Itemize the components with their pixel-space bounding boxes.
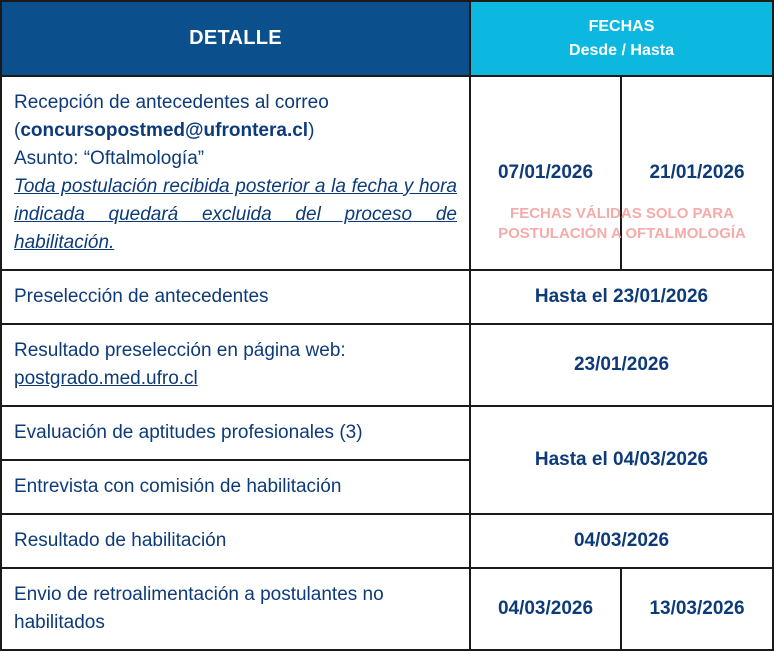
table-row	[1, 514, 773, 568]
date-from-cell: 07/01/2026	[470, 76, 621, 270]
asunto-text: Asunto: “Oftalmología”	[14, 148, 205, 169]
header-row	[1, 1, 773, 76]
retroalimentacion-date-to: 13/03/2026	[621, 568, 773, 650]
date-to-cell: 21/01/2026	[621, 76, 773, 270]
table-row	[1, 76, 773, 270]
recepcion-email-line	[14, 117, 457, 145]
resultado-preseleccion-detail	[1, 324, 470, 406]
postgrado-link[interactable]: postgrado.med.ufro.cl	[14, 368, 198, 389]
resultado-preseleccion-date: 23/01/2026	[470, 324, 773, 406]
evaluacion-entrevista-date: Hasta el 04/03/2026	[470, 406, 773, 514]
table-row	[1, 324, 773, 406]
header-fechas-title: FECHAS	[588, 17, 655, 35]
paren-open: (	[14, 120, 21, 141]
row-recepcion-detail	[1, 76, 470, 270]
preseleccion-date: Hasta el 23/01/2026	[470, 270, 773, 324]
table-row	[1, 406, 773, 460]
evaluacion-label: Evaluación de aptitudes profesionales (3)	[1, 406, 470, 460]
resultado-habilitacion-date: 04/03/2026	[470, 514, 773, 568]
table-row	[1, 270, 773, 324]
header-fechas-subtitle: Desde / Hasta	[569, 41, 674, 59]
resultado-habilitacion-label: Resultado de habilitación	[1, 514, 470, 568]
recepcion-label: Recepción de antecedentes al correo	[14, 92, 329, 113]
header-fechas	[470, 1, 773, 76]
watermark-line-1: FECHAS VÁLIDAS SOLO PARA	[510, 205, 734, 222]
paren-close: )	[308, 120, 315, 141]
retroalimentacion-label: Envio de retroalimentación a postulantes no habilitados	[1, 568, 470, 650]
retroalimentacion-date-from: 04/03/2026	[470, 568, 621, 650]
email-address[interactable]: concursopostmed@ufrontera.cl	[20, 120, 309, 141]
table-row	[1, 568, 773, 650]
watermark-line-2: POSTULACIÓN A OFTALMOLOGÍA	[498, 225, 746, 242]
preseleccion-label: Preselección de antecedentes	[1, 270, 470, 324]
deadline-note: Toda postulación recibida posterior a la fecha y hora indicada quedará excluida del proceso de habilitación.	[14, 176, 457, 253]
resultado-preseleccion-label: Resultado preselección en página web:	[14, 340, 346, 361]
header-detalle: DETALLE	[1, 1, 470, 76]
entrevista-label: Entrevista con comisión de habilitación	[1, 460, 470, 514]
